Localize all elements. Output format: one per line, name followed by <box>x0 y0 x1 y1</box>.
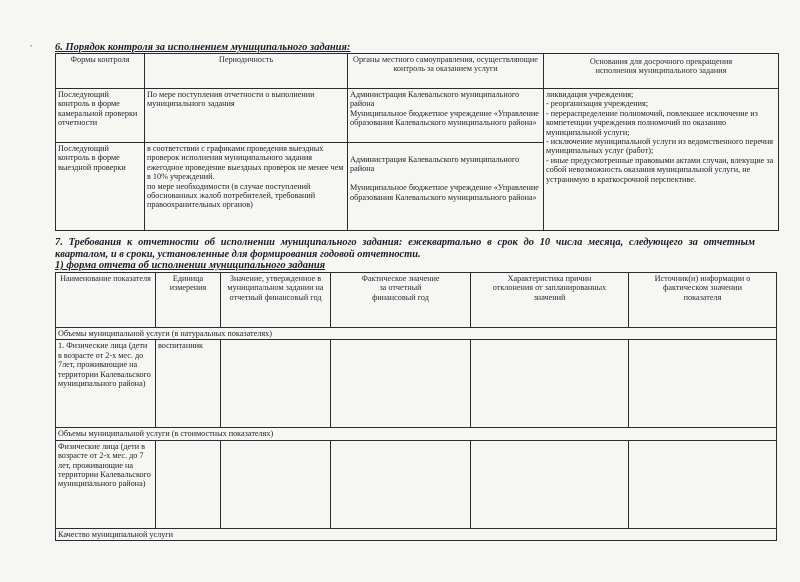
scan-speck: • <box>30 44 33 50</box>
section-7-text: 7. Требования к отчетности об исполнении муниципального задания: ежеквартально в срок до 10 числа месяца, следующего за отчетным кварталом, и в сроки, установленные для формирования годовой отчетности. <box>55 237 755 260</box>
section-6-title: 6. Порядок контроля за исполнением муниципального задания: <box>55 42 351 53</box>
group-natural: Объемы муниципальной услуги (в натуральных показателях) <box>56 328 777 340</box>
report-row2-unit <box>156 440 221 528</box>
row2-form: Последующий контроль в форме выездной проверки <box>56 143 145 231</box>
report-row1-planned <box>221 340 331 428</box>
report-header-reasons: Характеристика причин отклонения от запланированных значений <box>471 273 629 328</box>
report-row2-source <box>629 440 777 528</box>
group-quality: Качество муниципальной услуги <box>56 528 777 540</box>
report-header-unit: Единица измерения <box>156 273 221 328</box>
header-forms: Формы контроля <box>56 54 145 89</box>
report-row1-actual <box>331 340 471 428</box>
header-organs: Органы местного самоуправления, осуществляющие контроль за оказанием услуги <box>348 54 544 89</box>
report-header-name: Наименование показателя <box>56 273 156 328</box>
group-cost: Объемы муниципальной услуги (в стоимостных показателях) <box>56 428 777 440</box>
report-row2-name: Физические лица (дети в возрасте от 2-х мес. до 7 лет, проживающие на территории Калевальского муниципального района) <box>56 440 156 528</box>
report-row1-reasons <box>471 340 629 428</box>
report-row2-actual <box>331 440 471 528</box>
report-table <box>55 272 777 541</box>
row2-period: в соответствии с графиками проведения выездных проверок исполнения муниципального задания ежегодное проведение выездных проверок не менее чем в 10% учреждений. по мере необходимости (в случае поступлений обоснованных жалоб потребителей, требований правоохранительных органов) <box>145 143 348 231</box>
report-row2-reasons <box>471 440 629 528</box>
row1-form: Последующий контроль в форме камеральной проверки отчетности <box>56 89 145 143</box>
header-grounds: Основания для досрочного прекращения исполнения муниципального задания <box>544 54 779 89</box>
report-header-actual: Фактическое значение за отчетный финансовый год <box>331 273 471 328</box>
report-row1-unit: воспитанник <box>156 340 221 428</box>
grounds-cell: ликвидация учреждения; - реорганизация учреждения; - перераспределение полномочий, повлекшее исключение из компетенции учреждения полномочий по оказанию муниципальной услуги; - исключение муниципальной услуги из ведомственного перечня муниципальных услуг (работ); - иные предусмотренные правовыми актами случаи, влекущие за собой невозможность оказания муниципальной услуги, не устранимую в краткосрочной перспективе. <box>544 89 779 231</box>
row2-organs: Администрация Калевальского муниципального района Муниципальное бюджетное учреждение «Управление образования Калевальского муниципального района» <box>348 143 544 231</box>
report-row1-name: 1. Физические лица (дети в возрасте от 2-х мес. до 7лет, проживающие на территории Калевальского муниципального района) <box>56 340 156 428</box>
report-header-source: Источник(и) информации о фактическом значении показателя <box>629 273 777 328</box>
report-row1-source <box>629 340 777 428</box>
section-7-subtitle: 1) форма отчета об исполнении муниципального задания <box>55 260 326 271</box>
control-table <box>55 53 779 231</box>
row1-organs: Администрация Калевальского муниципального района Муниципальное бюджетное учреждение «Управление образования Калевальского муниципального района» <box>348 89 544 143</box>
row1-period: По мере поступления отчетности о выполнении муниципального задания <box>145 89 348 143</box>
report-row2-planned <box>221 440 331 528</box>
header-period: Периодичность <box>145 54 348 89</box>
report-header-planned: Значение, утвержденное в муниципальном задании на отчетный финансовый год <box>221 273 331 328</box>
